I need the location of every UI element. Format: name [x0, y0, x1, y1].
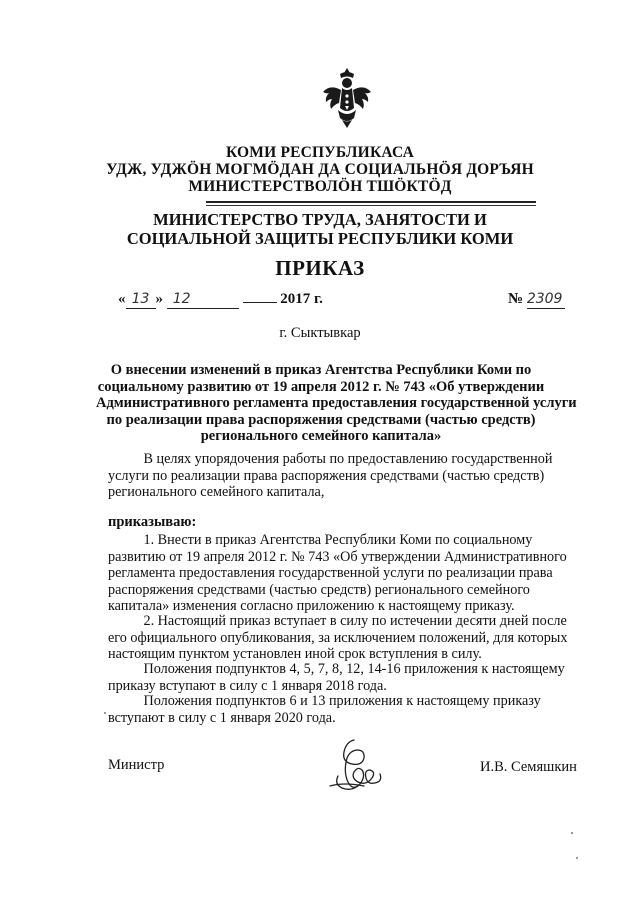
header-divider-thin: [206, 205, 536, 206]
scan-speck: [104, 712, 106, 714]
komi-header-line-1: КОМИ РЕСПУБЛИКАСА: [225, 144, 415, 161]
paragraph-2-line-1: 2. Настоящий приказ вступает в силу по истечении десяти дней после: [108, 613, 567, 629]
subject-line-1: О внесении изменений в приказ Агентства Республики Коми по: [110, 362, 532, 378]
order-title: ПРИКАЗ: [275, 256, 365, 280]
date-month-field: [167, 291, 239, 309]
subject-line-5: регионального семейного капитала»: [200, 428, 442, 444]
signer-name: И.В. Семяшкин: [480, 759, 577, 775]
ministry-header-line-1: МИНИСТЕРСТВО ТРУДА, ЗАНЯТОСТИ И: [153, 210, 487, 229]
paragraph-1-line-3: регламента предоставления государственной услуги по реализации права: [108, 565, 553, 581]
number-field: [527, 291, 565, 309]
paragraph-1-line-1: 1. Внести в приказ Агентства Республики Коми по социальному: [108, 532, 533, 548]
preamble-line-3: регионального семейного капитала,: [108, 484, 325, 500]
komi-language-header: [90, 144, 550, 195]
handwritten-signature: [324, 736, 386, 794]
number-value: 2309: [526, 291, 563, 307]
ministry-header-line-2: СОЦИАЛЬНОЙ ЗАЩИТЫ РЕСПУБЛИКИ КОМИ: [126, 229, 514, 248]
komi-header-line-3: МИНИСТЕРСТВОЛӦН ТШӦКТӦД: [188, 178, 452, 195]
header-divider-thick: [206, 201, 536, 203]
date-open-quote: «: [118, 291, 126, 307]
subject-line-4: по реализации права распоряжения средствами (частью средств): [106, 411, 536, 428]
paragraph-4: [108, 693, 582, 726]
order-number: [508, 291, 565, 309]
subject-line-2: социальному развитию от 19 апреля 2012 г. № 743 «Об утверждении: [97, 378, 545, 395]
paragraph-1-line-2: развитию от 19 апреля 2012 г. № 743 «Об утверждении Административного: [108, 548, 567, 565]
minister-label: Министр: [108, 757, 165, 773]
ministry-header: [90, 210, 550, 248]
scan-speck: [571, 832, 573, 834]
paragraph-4-line-2: вступают в силу с 1 января 2020 года.: [108, 709, 336, 726]
paragraph-1-line-5: капитала» изменения согласно приложению к настоящему приказу.: [108, 598, 515, 614]
order-word: приказываю:: [108, 514, 197, 530]
paragraph-2: [108, 613, 582, 663]
order-date: [118, 291, 323, 309]
subject-line-3: Административного регламента предоставления государственной услуги: [96, 395, 577, 411]
order-subject: [96, 362, 577, 445]
date-month-field-tail: [243, 302, 277, 303]
date-month: 12: [172, 291, 191, 307]
paragraph-3: [108, 661, 582, 694]
preamble-line-2: услуги по реализации права распоряжения средствами (частью средств): [108, 467, 545, 484]
date-close-quote: »: [155, 291, 163, 307]
preamble-line-1: В целях упорядочения работы по предоставлению государственной: [108, 451, 553, 467]
date-year: 2017 г.: [280, 291, 323, 307]
komi-coat-of-arms-icon: [320, 66, 374, 130]
paragraph-3-line-1: Положения подпунктов 4, 5, 7, 8, 12, 14-16 приложения к настоящему: [108, 661, 565, 677]
city: г. Сыктывкар: [279, 325, 361, 341]
preamble: [108, 451, 582, 501]
paragraph-4-line-1: Положения подпунктов 6 и 13 приложения к настоящему приказу: [108, 693, 541, 709]
paragraph-2-line-2: его официального опубликования, за исключением положений, для которых: [108, 629, 568, 646]
scan-speck: [576, 857, 578, 859]
paragraph-1: [108, 532, 582, 615]
date-day-field: [126, 291, 156, 309]
paragraph-1-line-4: распоряжения средствами (частью средств) регионального семейного: [108, 581, 530, 598]
paragraph-2-line-3: настоящим пунктом установлен иной срок вступления в силу.: [108, 646, 482, 662]
paragraph-3-line-2: приказу вступают в силу с 1 января 2018 года.: [108, 677, 387, 694]
date-day: 13: [131, 291, 150, 307]
komi-header-line-2: УДЖ, УДЖӦН МОГМӦДАН ДА СОЦИАЛЬНӦЯ ДОРЪЯН: [106, 161, 534, 178]
number-sign: №: [508, 291, 524, 307]
